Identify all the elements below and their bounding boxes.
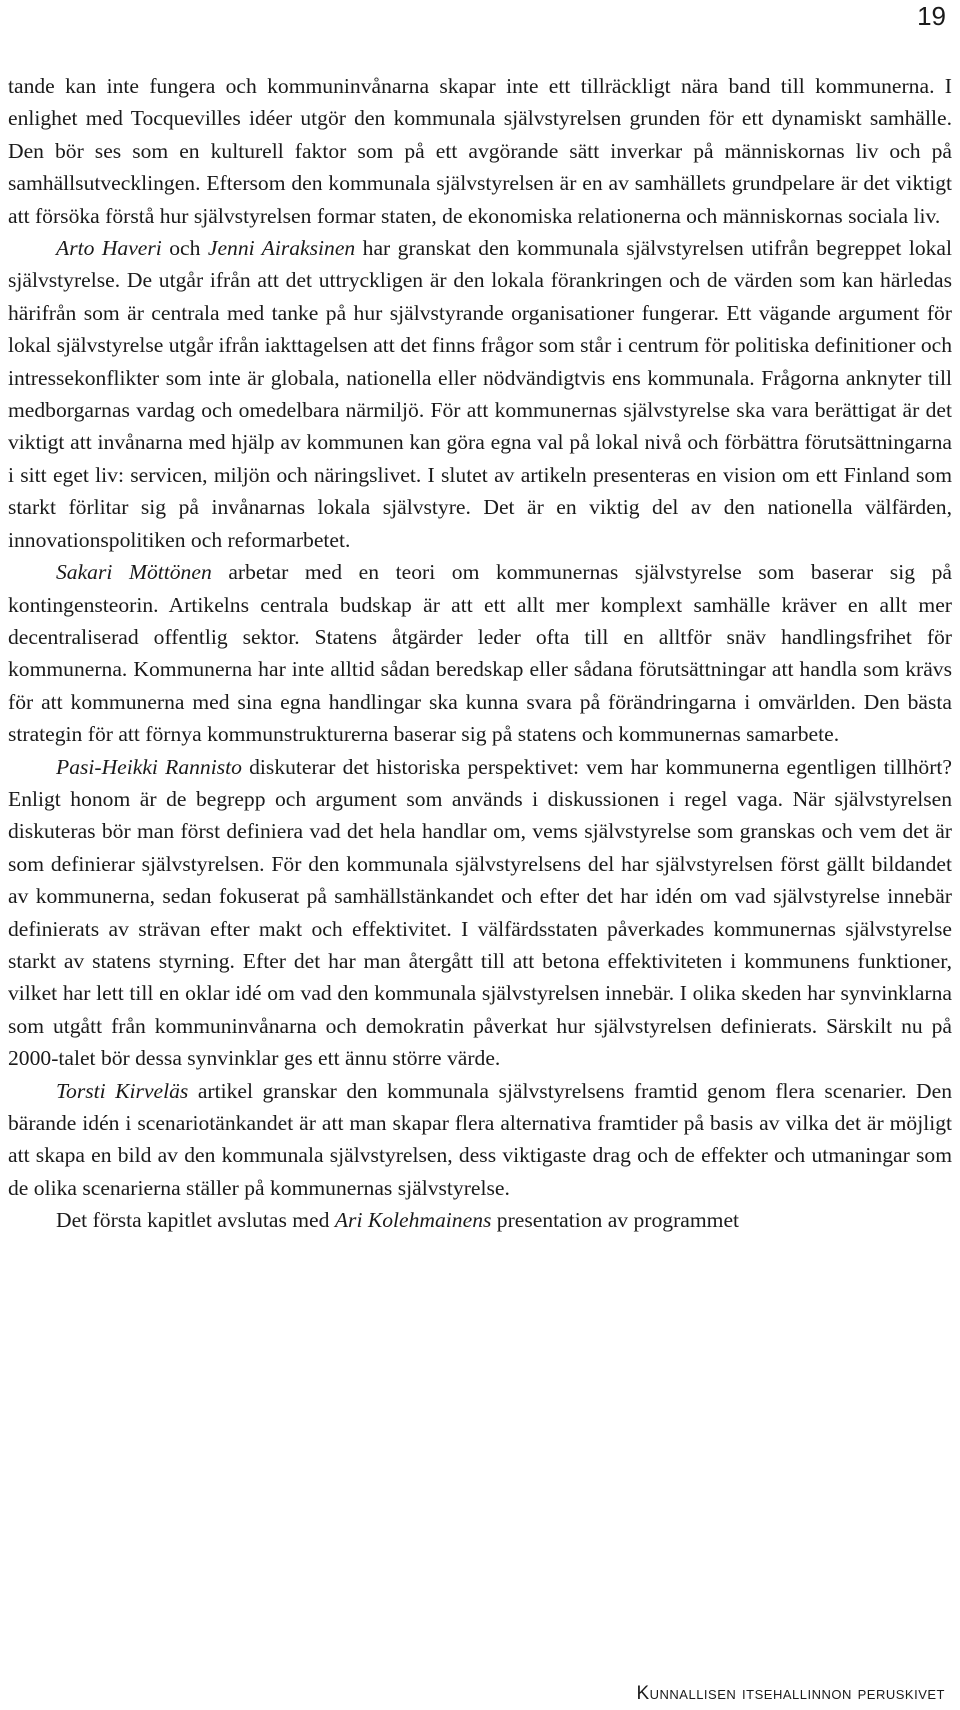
body-text xyxy=(8,70,952,1237)
paragraph-text: artikel granskar den kommunala självstyrelsens framtid genom flera scenarier. Den bärande idén i scenariotänkandet är att man skapar flera alternativa framtider på basis av vilka det är möjligt att skapa en bild av den kommunala självstyrelsen, dess viktigaste drag och de effekter och utmaningar som de olika scenarierna ställer på kommunernas självstyrelse. xyxy=(8,1078,953,1200)
paragraph xyxy=(8,556,952,750)
paragraph xyxy=(8,751,952,1075)
paragraph-text: arbetar med en teori om kommunernas självstyrelse som baserar sig på kontingensteorin. Artikelns centrala budskap är att ett allt mer komplext samhälle kräver en allt mer decentraliserad offentlig sektor. Statens åtgärder leder ofta till en alltför snäv handlingsfrihet för kommunerna. Kommunerna har inte alltid sådan beredskap eller sådana förutsättningar att handla som krävs för att kommunerna med sina egna handlingar ska kunna svara på förändringarna i omvärlden. Den bästa strategin för att förnya kommunstrukturerna baserar sig på statens och kommunernas samarbete. xyxy=(8,560,952,747)
author-name: Ari Kolehmainens xyxy=(334,1208,492,1233)
running-footer: Kunnallisen itsehallinnon peruskivet xyxy=(636,1683,945,1704)
paragraph: tande kan inte fungera och kommuninvånarna skapar inte ett tillräckligt nära band till kommunerna. I enlighet med Tocquevilles idéer utgör den kommunala självstyrelsen grunden för ett dynamiskt samhälle. Den bör ses som en kulturell faktor som på ett avgörande sätt inverkar på människornas liv och på samhällsutvecklingen. Eftersom den kommunala självstyrelsen är en av samhällets grundpelare är det viktigt att försöka förstå hur självstyrelsen formar staten, de ekonomiska relationerna och människornas sociala liv. xyxy=(8,74,952,228)
author-name: Arto Haveri xyxy=(56,236,162,261)
paragraph-text: har granskat den kommunala självstyrelsen utifrån begreppet lokal självstyrelse. De utgår ifrån att det uttryckligen är den lokala förankringen och de värden som kan härledas härifrån som är centrala med tanke på hur självstyrande organisationer fungerar. Ett vägande argument för lokal självstyrelse utgår ifrån iakttagelsen att det finns frågor som står i centrum för politiska definitioner och intressekonflikter som inte är globala, nationella eller nödvändigtvis ens kommunala. Frågorna anknyter till medborgarnas vardag och omedelbara närmiljö. För att kommunernas självstyrelse ska vara berättigat är det viktigt att invånarna med hjälp av kommunen kan göra egna val på lokal nivå och förbättra förutsättningarna i sitt eget liv: servicen, miljön och näringslivet. I slutet av artikeln presenteras en vision om ett Finland som starkt förlitar sig på invånarnas lokala självstyre. Det är en viktig del av den nationella välfärden, innovationspolitiken och reformarbetet. xyxy=(8,236,952,552)
author-name: Jenni Airaksinen xyxy=(207,236,356,261)
author-name: Pasi-Heikki Rannisto xyxy=(56,754,242,779)
author-name: Sakari Möttönen xyxy=(56,560,212,585)
author-name: Torsti Kirveläs xyxy=(56,1078,189,1103)
conjunction: och xyxy=(161,236,208,261)
paragraph xyxy=(8,1204,952,1236)
page-number: 19 xyxy=(917,1,946,31)
paragraph-lead: Det första kapitlet avslutas med xyxy=(56,1208,335,1233)
paragraph xyxy=(8,1075,952,1205)
paragraph-text: diskuterar det historiska perspektivet: vem har kommunerna egentligen tillhört? Enligt honom är de begrepp och argument som används i diskussionen i regel vaga. När självstyrelsen diskuteras bör man först definiera vad det hela handlar om, vems självstyrelse som granskas och vem det är som definierar självstyrelsen. För den kommunala självstyrelsens del har självstyrelsen först gällt bildandet av kommunerna, sedan fokuserat på samhällstänkandet och efter det har idén om vad självstyrelse innebär definierats av strävan efter makt och effektivitet. I välfärdsstaten påverkades kommunernas självstyrelse starkt av statens styrning. Efter det har man återgått till att betona effektiviteten i kommunens funktioner, vilket har lett till en oklar idé om vad den kommunala självstyrelsen innebär. I olika skeden har synvinklarna som utgått från kommuninvånarna och demokratin påverkat hur självstyrelsen definierats. Särskilt nu på 2000-talet bör dessa synvinklar ges ett ännu större värde. xyxy=(8,754,952,1071)
paragraph xyxy=(8,232,952,556)
paragraph-text: presentation av programmet xyxy=(491,1208,740,1233)
